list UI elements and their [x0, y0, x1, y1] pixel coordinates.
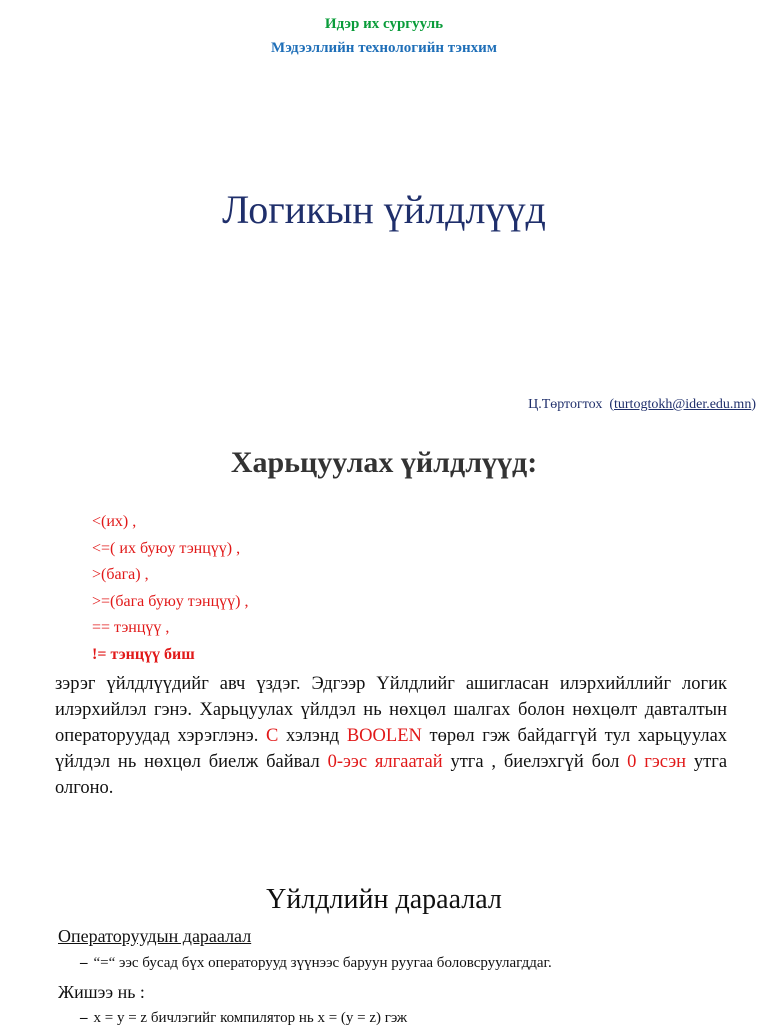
para-text: утга олгоно.	[55, 752, 728, 798]
example-title: Жишээ нь :	[58, 982, 145, 1002]
para-text: утга , биелэхгүй бол	[450, 752, 620, 772]
operator-list	[92, 509, 248, 668]
para-text: төрөл гэж байдаггүй тул харьцуулах үйлдэл нь нөхцөл биелж байвал	[55, 726, 728, 772]
operator-item: >(бага) ,	[92, 566, 149, 583]
author-line	[528, 397, 756, 413]
dash-bullet: –	[80, 955, 88, 971]
operator-item: == тэнцүү ,	[92, 619, 170, 636]
school-name: Идэр их сургууль	[324, 16, 444, 32]
para-highlight-zero: 0 гэсэн	[627, 752, 687, 772]
para-text: зэрэг үйлдлүүдийг авч үздэг. Эдгээр Үйлдлийг ашигласан илэрхийллийг логик илэрхийлэл гэнэ. Харьцуулах үйлдэл нь нөхцөл шалгах болон нөхцөлт давталтын операторуудад хэрэглэнэ.	[55, 674, 727, 746]
document-title: Логикын үйлдлүүд	[222, 187, 546, 232]
author-email-link[interactable]: turtogtokh@ider.edu.mn	[614, 397, 752, 412]
example-line-text: x = y = z бичлэгийг компилятор нь x = (y = z) гэж	[93, 1010, 408, 1026]
para-highlight-boolen: BOOLEN	[346, 726, 422, 746]
operator-item: != тэнцүү биш	[92, 645, 195, 663]
author-close-paren: )	[751, 397, 756, 412]
department-name: Мэдээллийн технологийн тэнхим	[270, 40, 497, 56]
operator-item: <(их) ,	[92, 513, 137, 530]
author-open-paren: (	[609, 397, 614, 412]
para-text: хэлэнд	[286, 726, 340, 746]
operator-item: <=( их буюу тэнцүү) ,	[92, 539, 241, 557]
para-highlight-c: С	[266, 726, 279, 746]
precedence-subtitle: Операторуудын дараалал	[58, 926, 252, 946]
precedence-heading: Үйлдлийн дараалал	[266, 884, 502, 915]
author-name: Ц.Төртогтох	[528, 397, 603, 412]
para-highlight-nonzero: 0-ээс ялгаатай	[327, 752, 443, 772]
example-line	[80, 1010, 407, 1027]
operator-item: >=(бага буюу тэнцүү) ,	[92, 592, 249, 610]
comparison-paragraph	[55, 671, 727, 801]
precedence-rule	[80, 955, 552, 972]
dash-bullet: –	[80, 1010, 88, 1026]
comparison-heading: Харьцуулах үйлдлүүд:	[230, 446, 538, 479]
precedence-rule-text: “=“ ээс бусад бүх операторууд зүүнээс баруун руугаа боловсруулагддаг.	[93, 955, 552, 971]
